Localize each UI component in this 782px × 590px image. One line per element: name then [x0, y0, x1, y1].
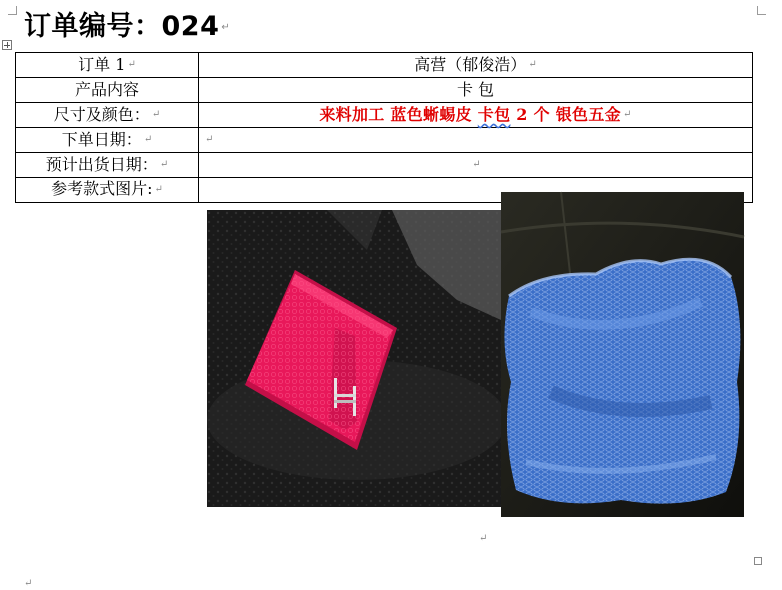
order-date-label: 下单日期：	[61, 129, 142, 149]
ship-date-label: 预计出货日期：	[45, 154, 158, 174]
table-cell-label[interactable]	[16, 153, 199, 178]
document-title	[24, 10, 230, 45]
table-cell-label[interactable]	[16, 103, 199, 128]
table-move-handle-icon[interactable]	[2, 40, 12, 50]
order-table	[15, 52, 753, 544]
document-title-text: 订单编号：024	[24, 11, 220, 42]
customer-name-value: 高营（郁俊浩）	[414, 54, 527, 74]
table-row	[16, 103, 753, 128]
paragraph-mark-icon: ↵	[205, 134, 214, 146]
table-resize-handle-icon[interactable]	[754, 557, 762, 565]
paragraph-mark-icon: ↵	[479, 533, 488, 544]
table-cell-value[interactable]	[199, 128, 753, 153]
product-content-value: 卡 包	[456, 80, 495, 99]
size-color-label: 尺寸及颜色：	[53, 104, 150, 124]
page-corner-mark-right	[757, 6, 766, 15]
lizard-skin-photo[interactable]	[501, 192, 744, 517]
table-cell-value[interactable]	[199, 78, 753, 103]
wallet-photo[interactable]	[207, 210, 501, 507]
table-cell-label[interactable]	[16, 53, 199, 78]
table-cell-value[interactable]	[199, 103, 753, 128]
table-cell-label[interactable]	[16, 128, 199, 153]
paragraph-mark-icon: ↵	[159, 159, 169, 171]
paragraph-mark-icon: ↵	[622, 109, 632, 121]
table-cell-value[interactable]	[199, 53, 753, 78]
table-row	[16, 53, 753, 78]
paragraph-mark-icon: ↵	[24, 578, 33, 589]
order-number-label: 订单 1	[78, 54, 126, 74]
reference-images-label: 参考款式图片:	[51, 179, 153, 198]
table-row	[16, 153, 753, 178]
paragraph-mark-icon: ↵	[472, 159, 481, 171]
paragraph-mark-icon: ↵	[221, 21, 231, 33]
table-cell-label[interactable]	[16, 178, 199, 203]
size-color-value-part2: 卡包	[477, 104, 511, 124]
table-row	[16, 78, 753, 103]
page-corner-mark-left	[8, 6, 17, 15]
paragraph-mark-icon: ↵	[151, 109, 161, 121]
table-row	[16, 128, 753, 153]
table-cell-label[interactable]	[16, 78, 199, 103]
paragraph-mark-icon: ↵	[154, 183, 163, 195]
size-color-value-part3: 2 个 银色五金	[510, 104, 621, 124]
paragraph-mark-icon: ↵	[127, 59, 136, 71]
table-cell-value[interactable]	[199, 153, 753, 178]
paragraph-mark-icon: ↵	[143, 134, 153, 146]
paragraph-mark-icon: ↵	[528, 59, 537, 71]
product-content-label: 产品内容	[74, 80, 139, 99]
size-color-value-part1: 来料加工 蓝色蜥蜴皮	[319, 104, 478, 124]
